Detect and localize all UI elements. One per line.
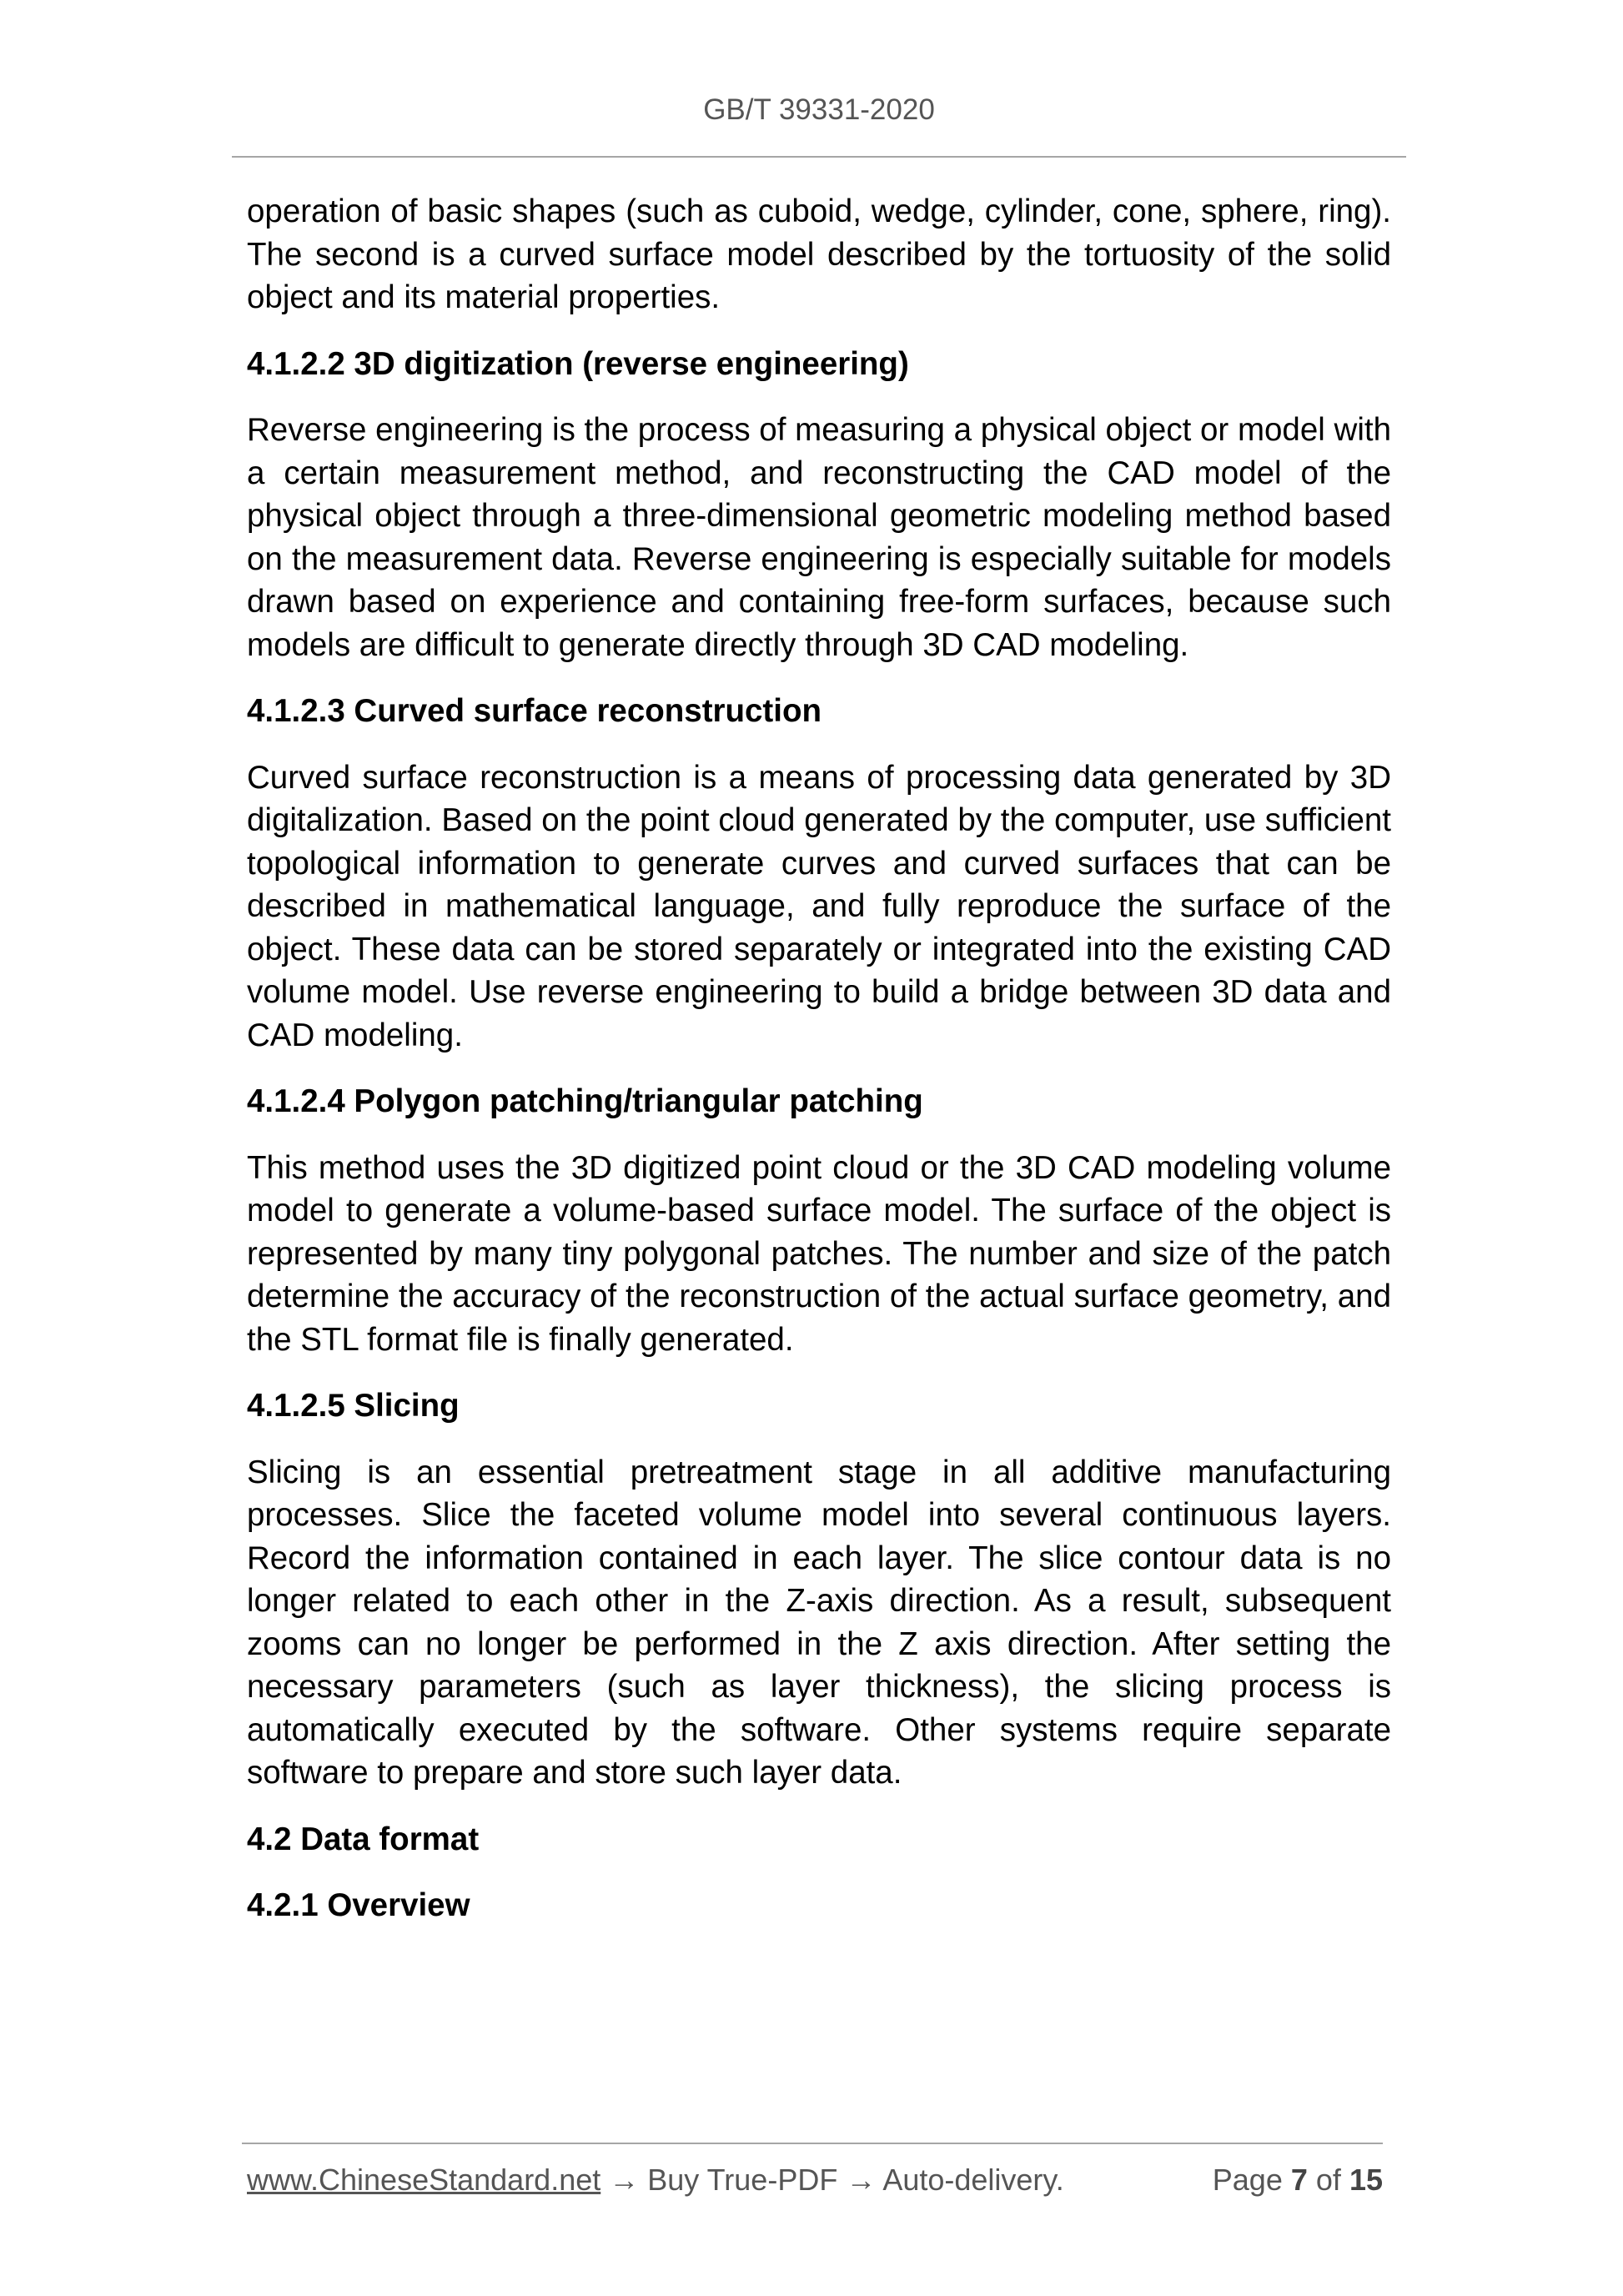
heading-4-1-2-2: 4.1.2.2 3D digitization (reverse engineering) [247,345,909,382]
page-indicator [1213,2163,1383,2198]
intro-paragraph: operation of basic shapes (such as cuboid, wedge, cylinder, cone, sphere, ring). The second is a curved surface model described by the tortuosity of the solid object and its material properties. [247,193,1391,315]
heading-4-2-1: 4.2.1 Overview [247,1887,470,1923]
heading-4-1-2-5: 4.1.2.5 Slicing [247,1388,460,1424]
page-current: 7 [1290,2163,1308,2197]
heading-4-1-2-4: 4.1.2.4 Polygon patching/triangular patching [247,1083,923,1119]
main-content [247,190,1391,1951]
paragraph-reverse-engineering: Reverse engineering is the process of measuring a physical object or model with a certain measurement method, and reconstructing the CAD model of the physical object through a three-dimensional geometric modeling method based on the measurement data. Reverse engineering is especially suitable for models drawn based on experience and containing free-form surfaces, because such models are difficult to generate directly through 3D CAD modeling. [247,412,1391,663]
paragraph-surface-reconstruction: Curved surface reconstruction is a means of processing data generated by 3D digitalization. Based on the point cloud generated by the computer, use sufficient topological information to generate curves and curved surfaces that can be described in mathematical language, and fully reproduce the surface of the object. These data can be stored separately or integrated into the existing CAD volume model. Use reverse engineering to build a bridge between 3D data and CAD modeling. [247,759,1391,1053]
header-divider [232,156,1406,158]
page-of-label: of [1315,2163,1341,2197]
website-link[interactable]: www.ChineseStandard.net [247,2163,601,2197]
paragraph-slicing: Slicing is an essential pretreatment stage in all additive manufacturing processes. Slice the faceted volume model into several continuous layers. Record the information contained in each layer. The slice contour data is no longer related to each other in the Z-axis direction. As a result, subsequent zooms can no longer be performed in the Z axis direction. After setting the necessary parameters (such as layer thickness), the slicing process is automatically executed by the software. Other systems require separate software to prepare and store such layer data. [247,1454,1391,1791]
footer-promo-text: → Buy True-PDF → Auto-delivery. [600,2163,1064,2197]
running-header: GB/T 39331-2020 [703,93,935,126]
footer-divider [242,2143,1383,2144]
page-label: Page [1212,2163,1283,2197]
heading-4-2: 4.2 Data format [247,1821,480,1857]
paragraph-polygon-patching: This method uses the 3D digitized point cloud or the 3D CAD modeling volume model to generate a volume-based surface model. The surface of the object is represented by many tiny polygonal patches. The number and size of the patch determine the accuracy of the reconstruction of the actual surface geometry, and the STL format file is finally generated. [247,1149,1391,1358]
heading-4-1-2-3: 4.1.2.3 Curved surface reconstruction [247,693,822,729]
page-total: 15 [1349,2163,1383,2197]
page-footer [247,2163,1383,2198]
